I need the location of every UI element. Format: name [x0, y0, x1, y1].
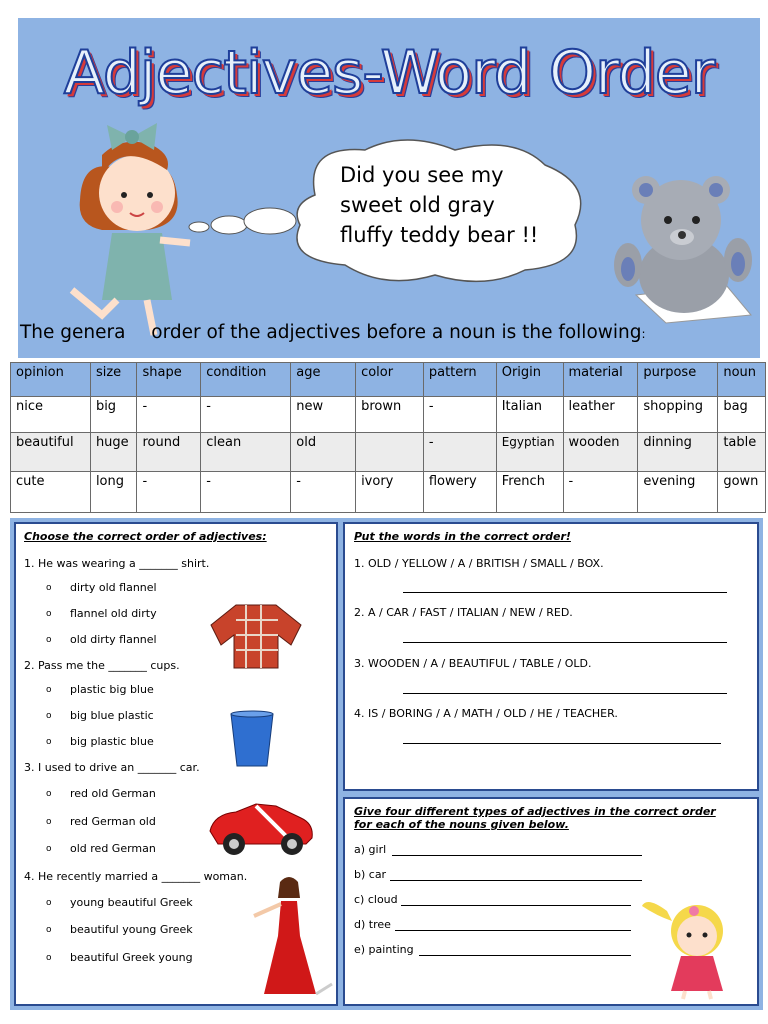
- table-cell: bag: [718, 397, 766, 433]
- table-cell: gown: [718, 472, 766, 513]
- answer-option[interactable]: beautiful Greek young: [70, 951, 193, 964]
- answer-line[interactable]: [401, 905, 631, 906]
- table-header-cell: condition: [201, 363, 291, 397]
- answer-line[interactable]: [403, 642, 727, 643]
- question-text: 1. He was wearing a _______ shirt.: [24, 557, 210, 570]
- table-cell: cute: [11, 472, 91, 513]
- table-header-cell: Origin: [496, 363, 563, 397]
- small-girl-image: [637, 891, 749, 1001]
- option-bullet: o: [46, 609, 52, 619]
- option-bullet: o: [46, 685, 52, 695]
- adjective-order-table: [10, 362, 766, 513]
- table-cell: shopping: [638, 397, 718, 433]
- noun-item: c) cloud: [354, 893, 398, 906]
- option-bullet: o: [46, 789, 52, 799]
- table-header-cell: shape: [137, 363, 201, 397]
- table-cell: [356, 433, 424, 472]
- table-cell: beautiful: [11, 433, 91, 472]
- table-header-cell: opinion: [11, 363, 91, 397]
- panel-title: Put the words in the correct order!: [354, 530, 571, 543]
- option-bullet: o: [46, 898, 52, 908]
- table-header-cell: color: [356, 363, 424, 397]
- answer-option[interactable]: plastic big blue: [70, 683, 154, 696]
- table-header-cell: noun: [718, 363, 766, 397]
- table-header-cell: purpose: [638, 363, 718, 397]
- exercise-item: 2. A / CAR / FAST / ITALIAN / NEW / RED.: [354, 606, 573, 619]
- answer-option[interactable]: old red German: [70, 842, 156, 855]
- option-bullet: o: [46, 844, 52, 854]
- answer-line[interactable]: [395, 930, 631, 931]
- table-cell: -: [137, 397, 201, 433]
- option-bullet: o: [46, 635, 52, 645]
- table-cell: new: [291, 397, 356, 433]
- choose-order-panel: [14, 522, 338, 1006]
- speech-bubble-text: Did you see my sweet old gray fluffy teddy bear !!: [340, 163, 539, 247]
- table-cell: French: [496, 472, 563, 513]
- teddy-bear-illustration: [606, 165, 761, 325]
- answer-option[interactable]: red old German: [70, 787, 156, 800]
- table-header-cell: size: [90, 363, 137, 397]
- answer-line[interactable]: [419, 955, 631, 956]
- table-cell: huge: [90, 433, 137, 472]
- exercise-item: 4. IS / BORING / A / MATH / OLD / HE / TEACHER.: [354, 707, 618, 720]
- noun-item: a) girl: [354, 843, 387, 856]
- section-subtitle: The genera order of the adjectives before a noun is the following:: [20, 322, 646, 343]
- answer-line[interactable]: [403, 743, 721, 744]
- answer-option[interactable]: beautiful young Greek: [70, 923, 193, 936]
- noun-item: d) tree: [354, 918, 391, 931]
- table-row: [11, 433, 766, 472]
- option-bullet: o: [46, 953, 52, 963]
- table-cell: brown: [356, 397, 424, 433]
- table-header-cell: age: [291, 363, 356, 397]
- panel-title: Choose the correct order of adjectives:: [24, 530, 267, 543]
- flannel-shirt-image: [206, 600, 306, 672]
- question-text: 4. He recently married a _______ woman.: [24, 870, 248, 883]
- answer-line[interactable]: [403, 592, 727, 593]
- table-header-row: [11, 363, 766, 397]
- answer-option[interactable]: old dirty flannel: [70, 633, 157, 646]
- table-cell: round: [137, 433, 201, 472]
- table-cell: leather: [563, 397, 638, 433]
- option-bullet: o: [46, 737, 52, 747]
- four-adjectives-panel: [343, 797, 759, 1006]
- table-cell: dinning: [638, 433, 718, 472]
- exercise-item: 3. WOODEN / A / BEAUTIFUL / TABLE / OLD.: [354, 657, 592, 670]
- panel-title-line2: for each of the nouns given below.: [354, 818, 569, 831]
- red-car-image: [206, 796, 318, 860]
- girl-illustration: [62, 115, 202, 340]
- table-cell: -: [201, 397, 291, 433]
- question-text: 3. I used to drive an _______ car.: [24, 761, 200, 774]
- table-cell: -: [137, 472, 201, 513]
- table-row: [11, 397, 766, 433]
- table-cell: -: [563, 472, 638, 513]
- table-cell: -: [423, 397, 496, 433]
- answer-line[interactable]: [390, 880, 642, 881]
- table-header-cell: pattern: [423, 363, 496, 397]
- table-cell: table: [718, 433, 766, 472]
- option-bullet: o: [46, 711, 52, 721]
- answer-option[interactable]: dirty old flannel: [70, 581, 157, 594]
- answer-option[interactable]: big blue plastic: [70, 709, 154, 722]
- answer-line[interactable]: [403, 693, 727, 694]
- put-words-order-panel: [343, 522, 759, 791]
- answer-line[interactable]: [392, 855, 642, 856]
- answer-option[interactable]: young beautiful Greek: [70, 896, 193, 909]
- option-bullet: o: [46, 583, 52, 593]
- blue-cup-image: [229, 710, 275, 768]
- answer-option[interactable]: flannel old dirty: [70, 607, 157, 620]
- table-cell: -: [291, 472, 356, 513]
- panel-title-line1: Give four different types of adjectives in the correct order: [354, 805, 716, 818]
- table-cell: old: [291, 433, 356, 472]
- table-cell: -: [201, 472, 291, 513]
- table-cell: big: [90, 397, 137, 433]
- exercise-item: 1. OLD / YELLOW / A / BRITISH / SMALL / BOX.: [354, 557, 604, 570]
- table-cell: flowery: [423, 472, 496, 513]
- table-header-cell: material: [563, 363, 638, 397]
- table-cell: Italian: [496, 397, 563, 433]
- noun-item: b) car: [354, 868, 387, 881]
- woman-red-dress-image: [244, 876, 334, 1001]
- table-cell: Egyptian: [496, 433, 563, 472]
- answer-option[interactable]: red German old: [70, 815, 156, 828]
- table-cell: -: [423, 433, 496, 472]
- option-bullet: o: [46, 925, 52, 935]
- table-row: [11, 472, 766, 513]
- table-cell: long: [90, 472, 137, 513]
- answer-option[interactable]: big plastic blue: [70, 735, 154, 748]
- table-cell: nice: [11, 397, 91, 433]
- noun-item: e) painting: [354, 943, 414, 956]
- question-text: 2. Pass me the _______ cups.: [24, 659, 180, 672]
- table-cell: wooden: [563, 433, 638, 472]
- table-cell: clean: [201, 433, 291, 472]
- table-cell: evening: [638, 472, 718, 513]
- table-cell: ivory: [356, 472, 424, 513]
- page-title: Adjectives-Word Order: [63, 38, 715, 108]
- option-bullet: o: [46, 817, 52, 827]
